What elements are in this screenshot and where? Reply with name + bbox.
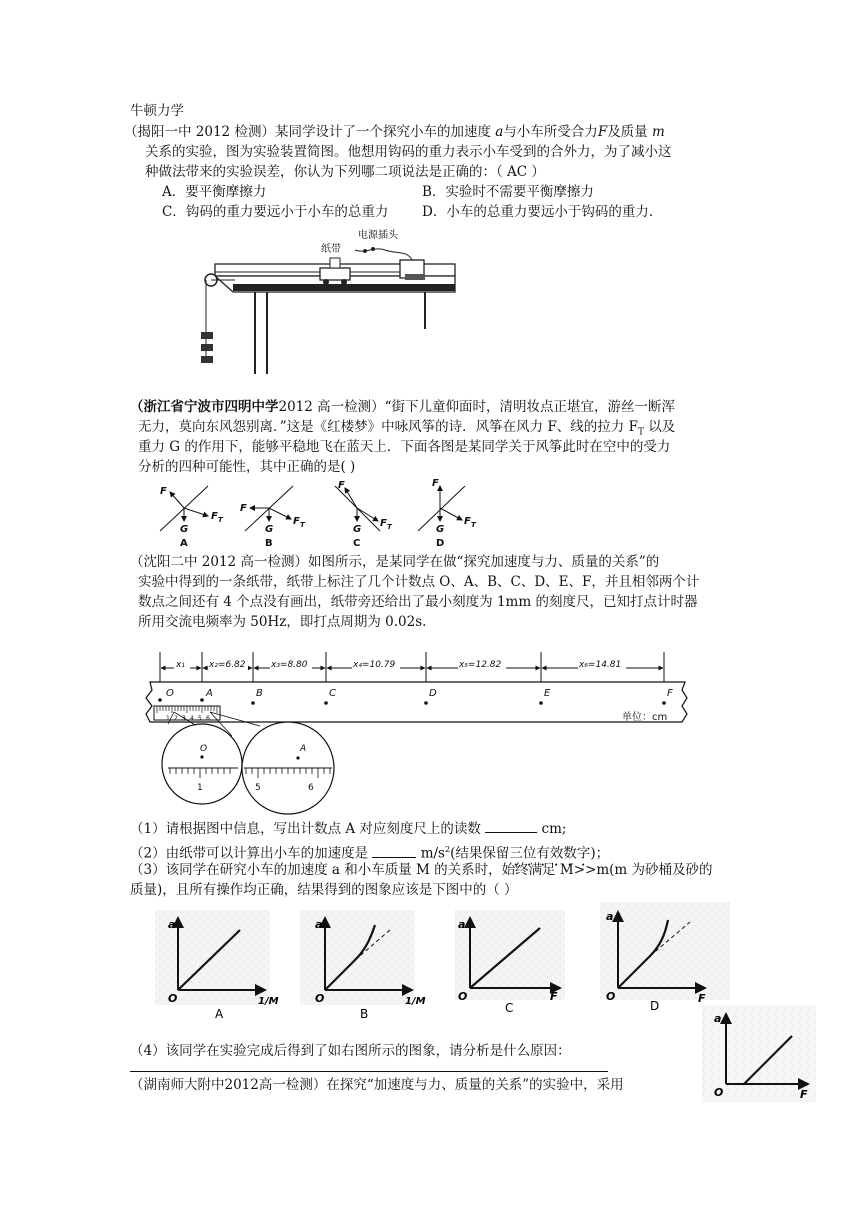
diagram-label-b: B xyxy=(265,538,273,549)
svg-text:1/M: 1/M xyxy=(258,996,279,1007)
q2-source: （浙江省宁波市四明中学 xyxy=(130,399,279,415)
q1-line3: 种做法带来的实验误差，你认为下列哪二项说法是正确的：（ AC ） xyxy=(145,164,545,180)
q3-line2: 实验中得到的一条纸带，纸带上标注了几个计数点 O、A、B、C、D、E、F，并且相邻两个计 xyxy=(138,574,700,590)
pt-o: O xyxy=(166,688,174,699)
q1-apparatus-figure xyxy=(195,224,465,384)
q1-source: （揭阳一中 2012 检测） xyxy=(124,124,275,140)
q1-line1: （揭阳一中 2012 检测）某同学设计了一个探究小车的加速度 a与小车所受合力F及质量 m xyxy=(124,124,665,140)
q2-force-diagrams xyxy=(150,476,480,556)
svg-text:G: G xyxy=(353,524,362,535)
seg-x4: x₄=10.79 xyxy=(353,660,396,670)
graph-d xyxy=(600,902,730,1013)
seg-x3: x₃=8.80 xyxy=(271,660,308,670)
svg-text:G: G xyxy=(436,524,445,535)
svg-text:T: T xyxy=(471,521,476,529)
unit-label: 单位：cm xyxy=(622,712,668,723)
svg-text:1: 1 xyxy=(166,715,170,722)
q2-line4: 分析的四种可能性，其中正确的是( ) xyxy=(138,459,356,475)
q2-line3: 重力 G 的作用下，能够平稳地飞在蓝天上．下面各图是某同学关于风筝此时在空中的受力 xyxy=(138,439,671,455)
svg-text:O: O xyxy=(714,1086,724,1099)
label-tape: 纸带 xyxy=(321,244,341,255)
q3-sub3-line2: 质量)，且所有操作均正确，结果得到的图象应该是下图中的（ ） xyxy=(130,882,518,898)
answer-blank-2[interactable] xyxy=(372,845,416,858)
diagram-label-a: A xyxy=(180,538,188,549)
svg-text:6: 6 xyxy=(308,783,314,793)
svg-text:a: a xyxy=(315,918,323,931)
svg-text:O: O xyxy=(168,992,178,1005)
q3-line4: 所用交流电频率为 50Hz，即打点周期为 0.02s. xyxy=(138,614,427,630)
q2-line1: （浙江省宁波市四明中学2012 高一检测）“街下儿童仰面时，清明妆点正堪宜，游丝一断浑 xyxy=(130,399,676,415)
q4-line1: （湖南师大附中2012高一检测）在探究“加速度与力、质量的关系”的实验中，采用 xyxy=(130,1077,624,1093)
graph-b xyxy=(300,910,426,1021)
pt-c: C xyxy=(329,688,336,699)
diagram-d xyxy=(418,478,477,549)
svg-text:F: F xyxy=(550,990,558,1003)
svg-text:a: a xyxy=(714,1012,722,1025)
svg-text:F: F xyxy=(160,486,167,497)
q1-option-a: A．要平衡摩擦力 xyxy=(162,184,267,200)
graph-a xyxy=(155,910,279,1021)
diagram-b xyxy=(240,486,306,549)
q3-sub3-line1: （3）该同学在研究小车的加速度 a 和小车质量 M 的关系时，始终满足 M>>m(m 为砂桶及砂的 xyxy=(130,862,713,878)
svg-text:F: F xyxy=(240,503,247,514)
svg-text:3: 3 xyxy=(182,715,186,722)
q3-line1: （沈阳二中 2012 高一检测）如图所示，是某同学在做“探究加速度与力、质量的关系”的 xyxy=(130,554,660,570)
seg-x1: x₁ xyxy=(176,660,185,670)
svg-text:O: O xyxy=(458,990,468,1003)
diagram-c xyxy=(335,480,393,549)
q3-sub2: （2）由纸带可以计算出小车的加速度是 $m/s^2$(结果保留三位有效数字)； xyxy=(130,845,610,862)
label-plug: 电源插头 xyxy=(358,230,398,241)
graph-label-d: D xyxy=(650,999,660,1013)
pt-b: B xyxy=(256,688,263,699)
svg-text:F: F xyxy=(338,480,345,491)
q3-tape-figure xyxy=(130,650,695,820)
q2-line2: 无力，莫向东风怨别离．”这是《红楼梦》中咏风筝的诗．风筝在风力 F、线的拉力 $F_T$ 以及 xyxy=(138,419,676,438)
diagram-label-c: C xyxy=(353,538,361,549)
svg-text:1/M: 1/M xyxy=(405,996,426,1007)
diagram-label-d: D xyxy=(436,538,445,549)
q1-line2: 关系的实验，图为实验装置简图。他想用钩码的重力表示小车受到的合外力，为了减小这 xyxy=(145,144,672,160)
svg-text:a: a xyxy=(168,918,176,931)
svg-text:F: F xyxy=(800,1088,808,1101)
svg-text:F: F xyxy=(211,511,218,522)
q1-option-b: B．实验时不需要平衡摩擦力 xyxy=(422,184,594,200)
svg-text:T: T xyxy=(218,516,223,524)
svg-text:G: G xyxy=(180,524,189,535)
svg-text:O: O xyxy=(606,990,616,1003)
pt-f: F xyxy=(667,688,673,699)
q3-graphs xyxy=(150,900,740,1025)
graph-label-a: A xyxy=(215,1007,224,1021)
svg-text:4: 4 xyxy=(190,715,194,722)
svg-text:1: 1 xyxy=(197,783,203,793)
svg-text:G: G xyxy=(265,524,274,535)
svg-text:F: F xyxy=(464,516,471,527)
seg-x2: x₂=6.82 xyxy=(209,660,246,670)
svg-text:O: O xyxy=(315,992,325,1005)
svg-text:2: 2 xyxy=(174,715,178,722)
q1-option-d: D．小车的总重力要远小于钩码的重力． xyxy=(422,204,663,220)
svg-text:T: T xyxy=(387,523,392,531)
answer-blank-1[interactable] xyxy=(485,820,537,833)
q1-option-c: C．钩码的重力要远小于小车的总重力 xyxy=(162,204,389,220)
svg-text:F: F xyxy=(432,478,439,489)
graph-label-b: B xyxy=(360,1007,369,1021)
pt-e: E xyxy=(544,688,551,699)
seg-x5: x₅=12.82 xyxy=(459,660,502,670)
svg-text:a: a xyxy=(606,910,614,923)
svg-text:6: 6 xyxy=(206,715,210,722)
svg-text:5: 5 xyxy=(198,715,202,722)
q3-line3: 数点之间还有 4 个点没有画出，纸带旁还给出了最小刻度为 1mm 的刻度尺，已知打点计时器 xyxy=(138,594,698,610)
doc-title: 牛顿力学 xyxy=(130,103,184,119)
seg-x6: x₆=14.81 xyxy=(579,660,622,670)
separator xyxy=(130,1071,608,1072)
svg-text:T: T xyxy=(300,521,305,529)
q3-sub4-graph xyxy=(700,1004,818,1104)
svg-text:F: F xyxy=(380,518,387,529)
pt-d: D xyxy=(429,688,437,699)
svg-text:a: a xyxy=(458,918,466,931)
q3-sub4: （4）该同学在实验完成后得到了如右图所示的图象，请分析是什么原因： xyxy=(130,1043,571,1059)
svg-text:F: F xyxy=(293,516,300,527)
graph-c xyxy=(455,910,565,1015)
svg-text:5: 5 xyxy=(255,783,261,793)
pt-a: A xyxy=(206,688,213,699)
q4-source: （湖南师大附中2012高一检测） xyxy=(130,1077,327,1093)
graph-label-c: C xyxy=(505,1001,514,1015)
svg-text:A: A xyxy=(300,744,307,754)
q3-sub1: （1）请根据图中信息，写出计数点 A 对应刻度尺上的读数 cm; xyxy=(130,821,567,837)
q3-source: （沈阳二中 2012 高一检测） xyxy=(130,554,308,570)
svg-text:F: F xyxy=(698,992,706,1005)
diagram-a xyxy=(160,486,224,549)
svg-text:O: O xyxy=(200,744,208,754)
